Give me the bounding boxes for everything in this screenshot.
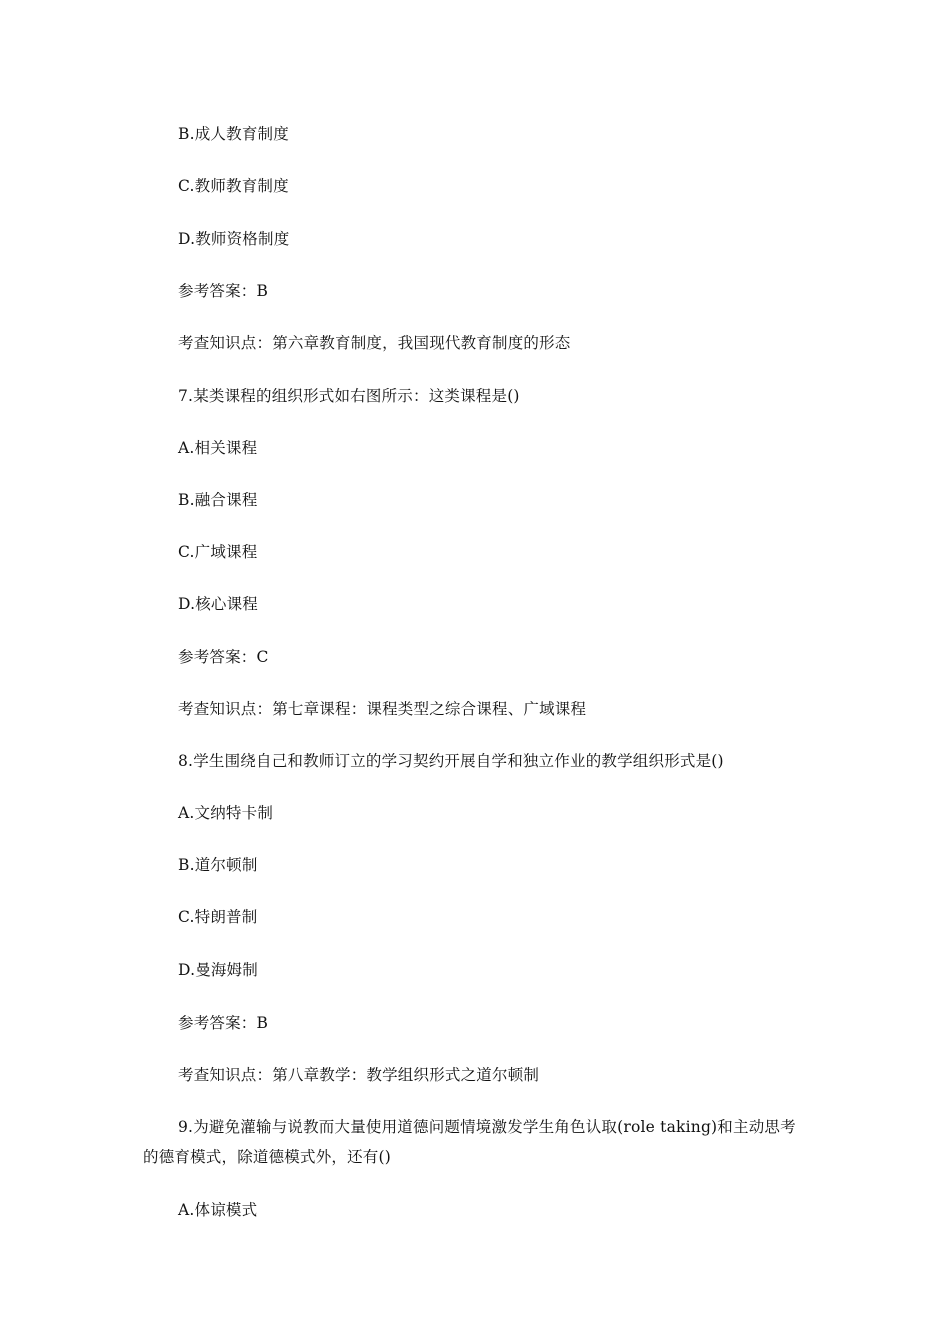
q7-option-c: C.广域课程 [178,543,258,561]
option-d-teacher-qualification: D.教师资格制度 [178,230,290,248]
question-9: 9.为避免灌输与说教而大量使用道德问题情境激发学生角色认取(role taking)和主动思考的德育模式，除道德模式外，还有() [143,1118,796,1166]
knowledge-point-q8: 考查知识点：第八章教学：教学组织形式之道尔顿制 [178,1066,540,1084]
q7-option-d: D.核心课程 [178,595,259,613]
option-c-teacher-education: C.教师教育制度 [178,177,289,195]
answer-q7: 参考答案：C [178,648,269,666]
answer-q6: 参考答案：B [178,282,269,300]
q8-option-b: B.道尔顿制 [178,856,258,874]
question-8: 8.学生围绕自己和教师订立的学习契约开展自学和独立作业的教学组织形式是() [178,752,724,770]
answer-q8: 参考答案：B [178,1014,269,1032]
q8-option-a: A.文纳特卡制 [178,804,274,822]
q7-option-a: A.相关课程 [178,439,258,457]
question-7: 7.某类课程的组织形式如右图所示：这类课程是() [178,387,520,405]
knowledge-point-q7: 考查知识点：第七章课程：课程类型之综合课程、广域课程 [178,700,587,718]
q7-option-b: B.融合课程 [178,491,258,509]
q8-option-d: D.曼海姆制 [178,961,259,979]
knowledge-point-q6: 考查知识点：第六章教育制度，我国现代教育制度的形态 [178,334,571,352]
option-b-adult-education: B.成人教育制度 [178,125,289,143]
q8-option-c: C.特朗普制 [178,908,258,926]
q9-option-a: A.体谅模式 [178,1201,258,1219]
